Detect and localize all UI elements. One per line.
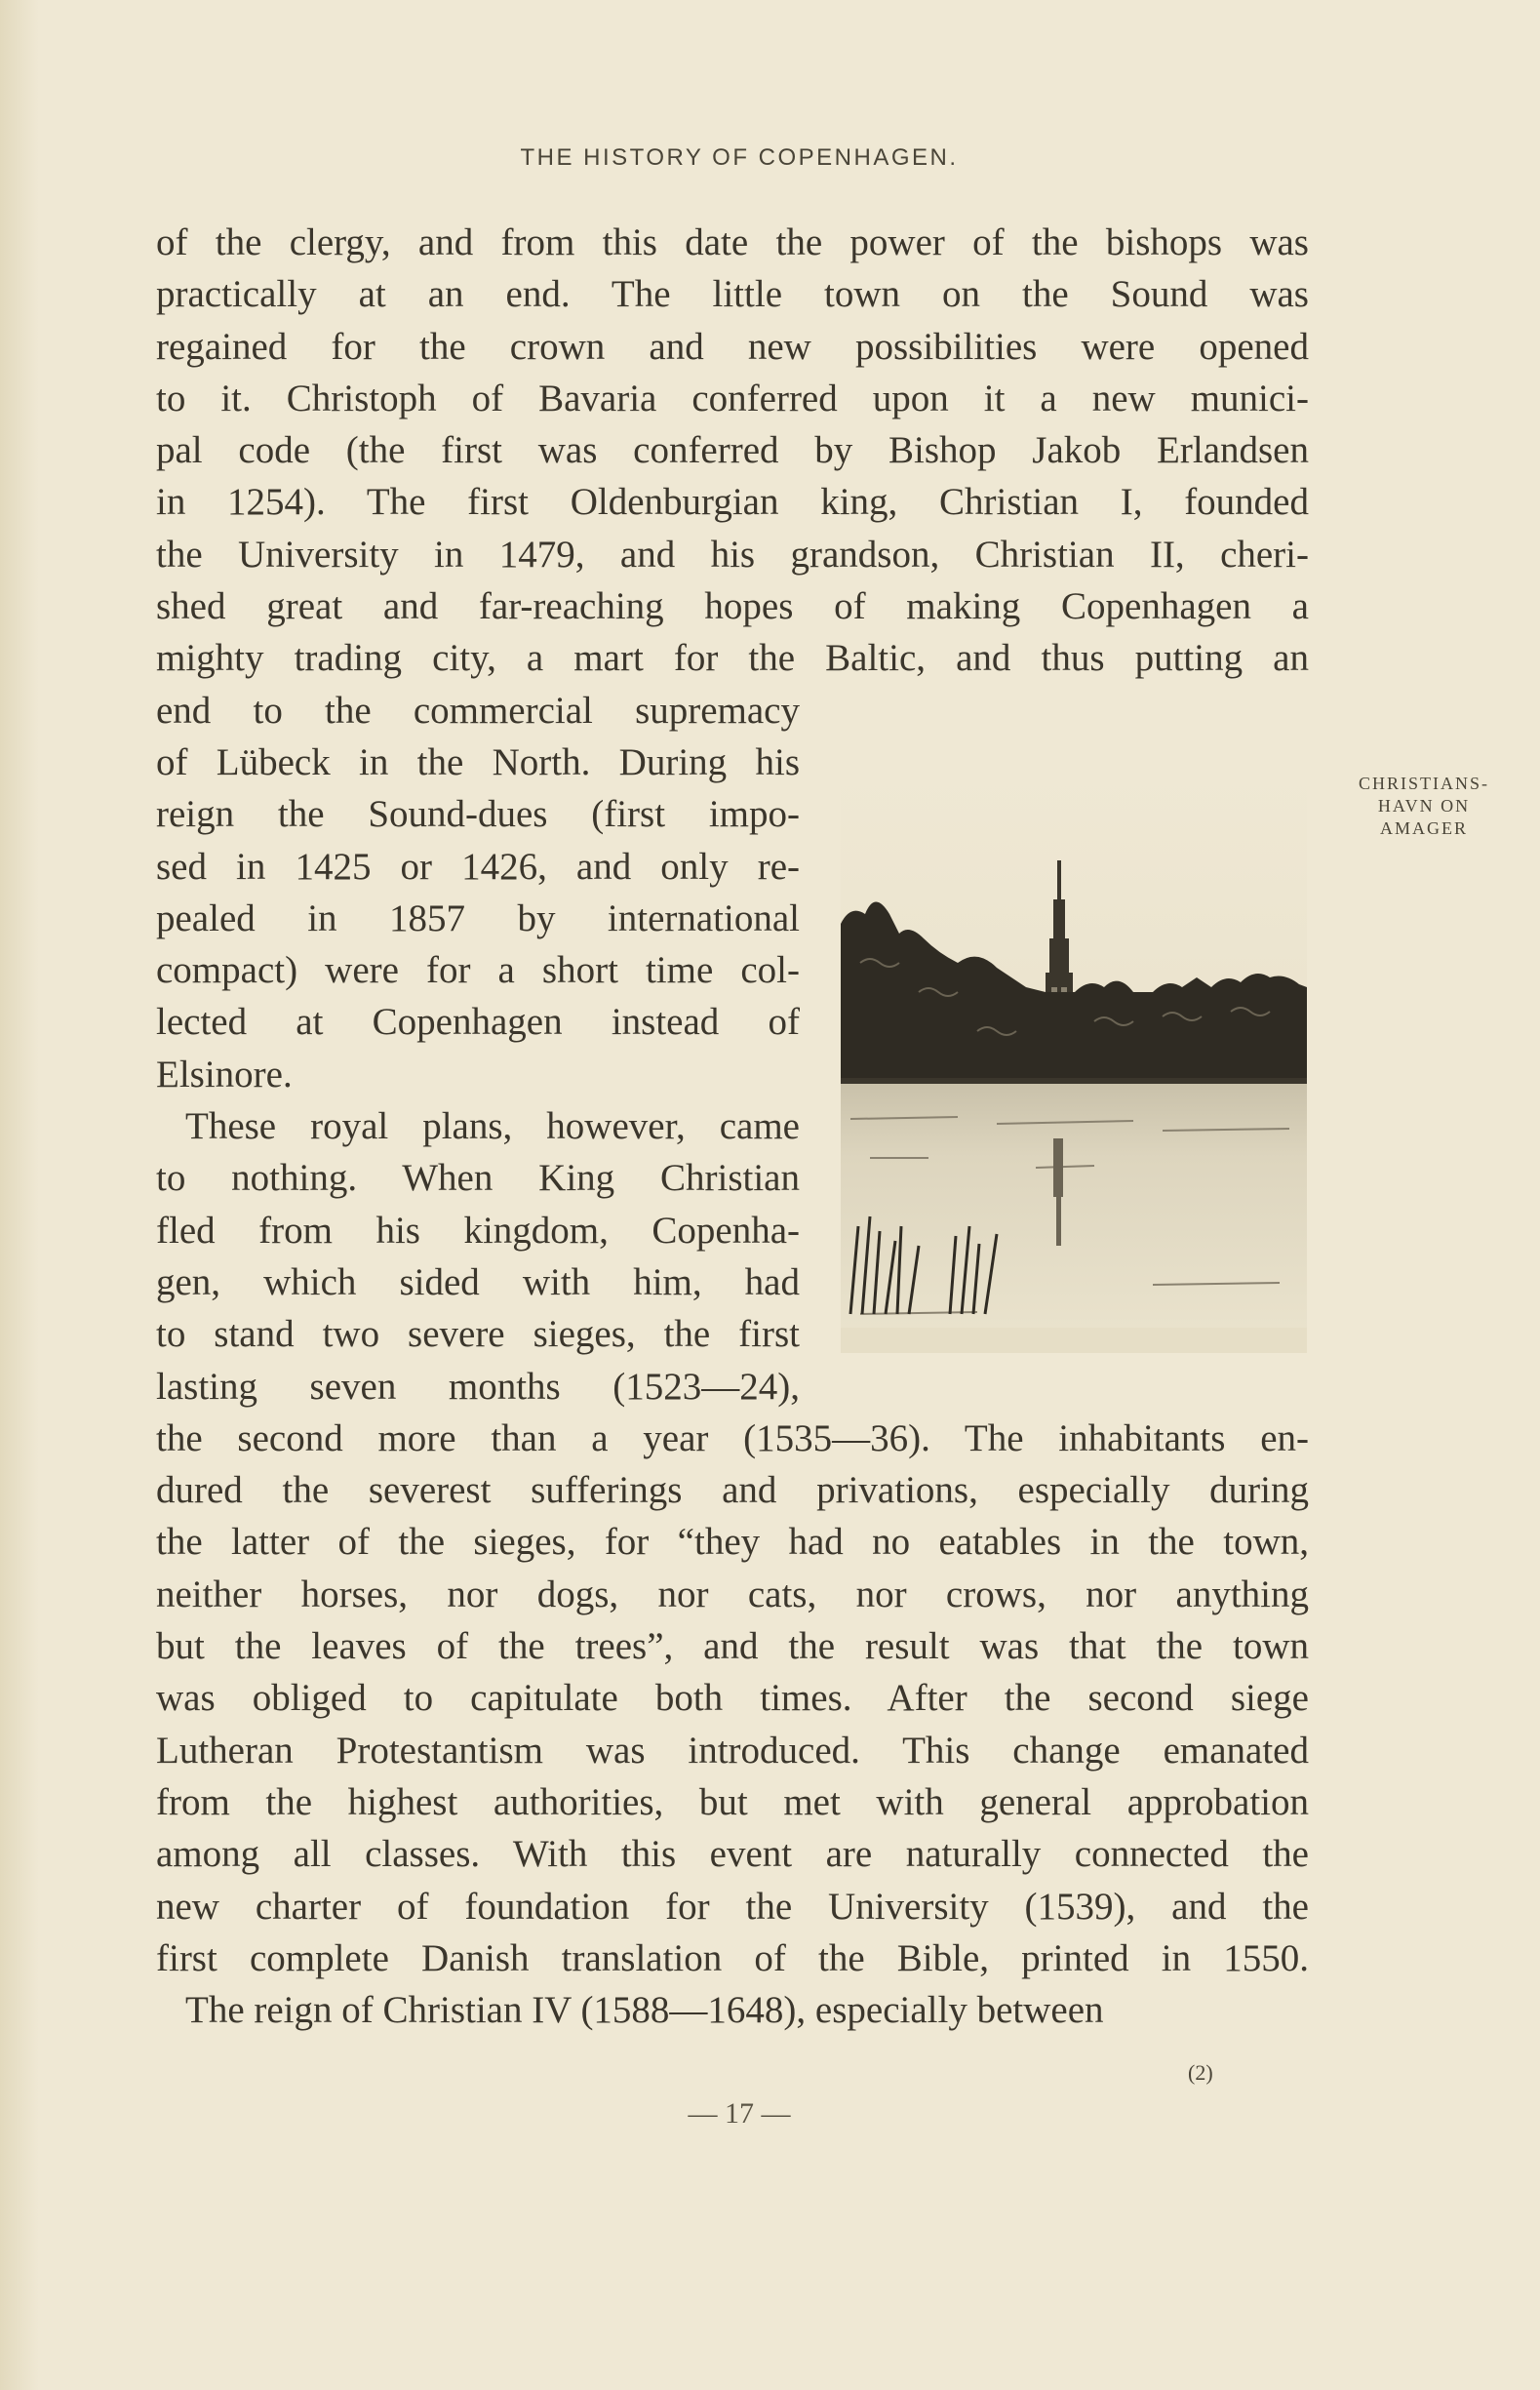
text-line: of Lübeck in the North. During his	[156, 740, 800, 783]
text-line: reign the Sound-dues (first impo-	[156, 793, 800, 836]
text-line: first complete Danish translation of the Bible, printed in 1550.	[156, 1936, 1309, 1979]
sidenote-line: CHRISTIANS-	[1358, 774, 1489, 793]
page-edge-shadow	[0, 0, 39, 2390]
page-number: — 17 —	[688, 2097, 791, 2130]
text-line: the second more than a year (1535—36). The inhabitants en-	[156, 1416, 1309, 1459]
sidenote-line: HAVN ON	[1377, 796, 1471, 816]
text-line: but the leaves of the trees”, and the result was that the town	[156, 1625, 1309, 1668]
text-line: to it. Christoph of Bavaria conferred upon it a new munici-	[156, 377, 1309, 419]
text-line: compact) were for a short time col-	[156, 949, 800, 992]
text-line: lected at Copenhagen instead of	[156, 1001, 800, 1044]
running-head: THE HISTORY OF COPENHAGEN.	[520, 144, 959, 171]
text-line: fled from his kingdom, Copenha-	[156, 1209, 800, 1252]
sidenote-line: AMAGER	[1379, 818, 1468, 838]
text-line: end to the commercial supremacy	[156, 689, 800, 732]
text-line: the latter of the sieges, for “they had no eatables in the town,	[156, 1521, 1309, 1564]
text-line: regained for the crown and new possibilities were opened	[156, 325, 1309, 368]
text-line: new charter of foundation for the University (1539), and the	[156, 1885, 1309, 1928]
text-line: of the clergy, and from this date the power of the bishops was	[156, 221, 1309, 263]
christianshavn-illustration	[841, 768, 1307, 1353]
text-line: Lutheran Protestantism was introduced. This change emanated	[156, 1729, 1309, 1772]
text-line: The reign of Christian IV (1588—1648), especially between	[185, 1989, 1104, 2032]
text-line: sed in 1425 or 1426, and only re-	[156, 845, 800, 888]
text-line: mighty trading city, a mart for the Baltic, and thus putting an	[156, 637, 1309, 680]
text-line: the University in 1479, and his grandson, Christian II, cheri-	[156, 533, 1309, 576]
text-line: dured the severest sufferings and privations, especially during	[156, 1469, 1309, 1512]
shoreline	[841, 1078, 1307, 1084]
text-line: Elsinore.	[156, 1053, 293, 1095]
text-line: practically at an end. The little town on the Sound was	[156, 273, 1309, 316]
text-line: in 1254). The first Oldenburgian king, Christian I, founded	[156, 481, 1309, 524]
text-line: neither horses, nor dogs, nor cats, nor crows, nor anything	[156, 1573, 1309, 1615]
text-line: pealed in 1857 by international	[156, 896, 800, 939]
text-line: lasting seven months (1523—24),	[156, 1365, 800, 1408]
text-line: pal code (the first was conferred by Bishop Jakob Erlandsen	[156, 429, 1309, 472]
canal-water	[841, 1084, 1307, 1328]
margin-sidenote	[1346, 773, 1502, 840]
text-line: to stand two severe sieges, the first	[156, 1313, 800, 1356]
text-line: among all classes. With this event are naturally connected the	[156, 1833, 1309, 1876]
signature-mark: (2)	[1188, 2060, 1213, 2085]
text-line: to nothing. When King Christian	[156, 1157, 800, 1200]
text-line: shed great and far-reaching hopes of making Copenhagen a	[156, 585, 1309, 628]
text-line: gen, which sided with him, had	[156, 1260, 800, 1303]
text-line: from the highest authorities, but met with general approbation	[156, 1780, 1309, 1823]
text-line: was obliged to capitulate both times. After the second siege	[156, 1677, 1309, 1720]
text-line: These royal plans, however, came	[185, 1105, 800, 1148]
